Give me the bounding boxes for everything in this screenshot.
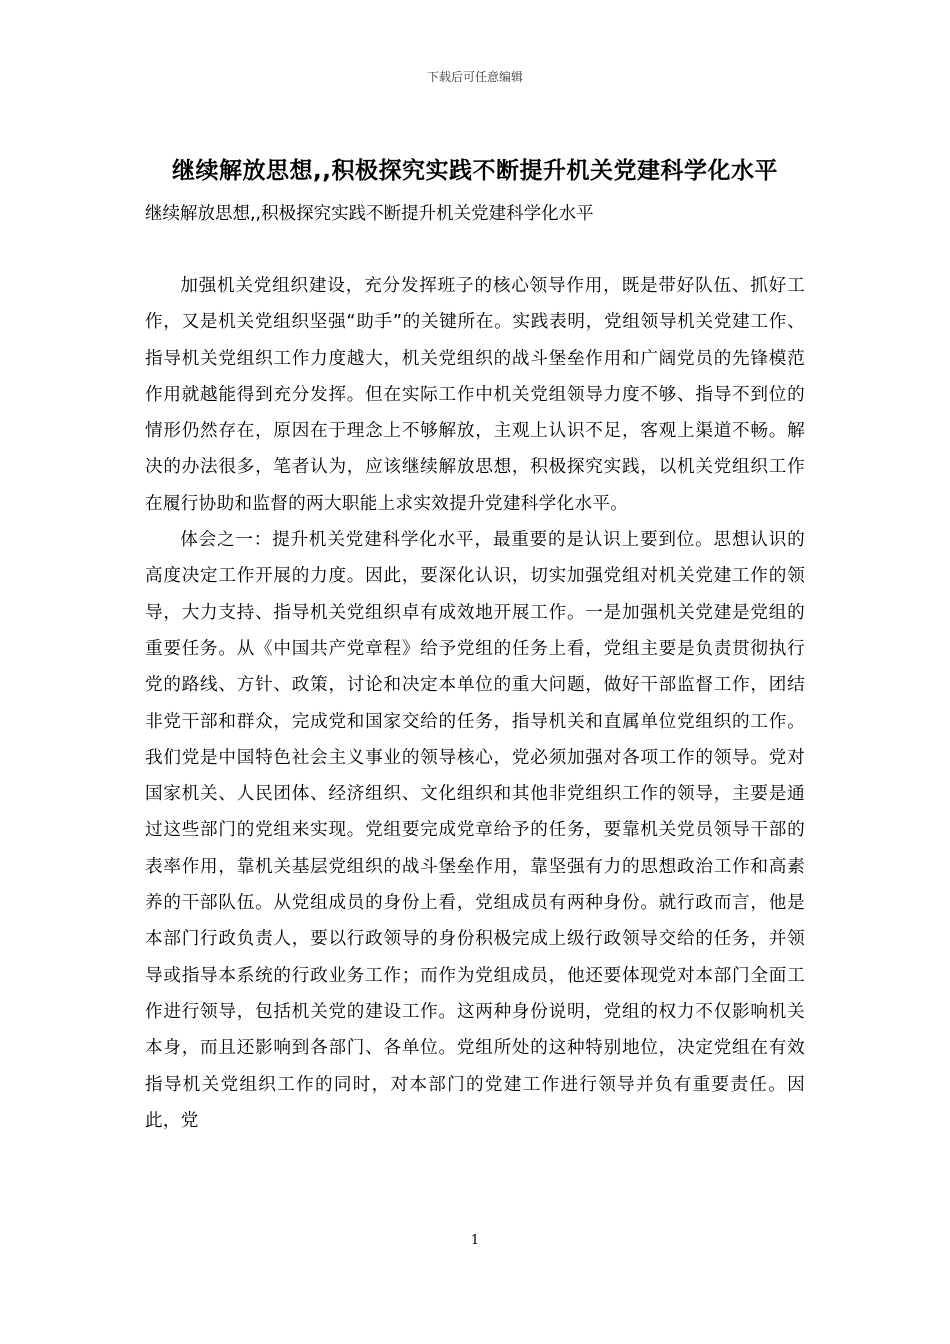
header-note: 下载后可任意编辑 [426, 70, 523, 84]
paragraph-intro: 加强机关党组织建设，充分发挥班子的核心领导作用，既是带好队伍、抓好工作，又是机关党组织坚强“助手”的关键所在。实践表明，党组领导机关党建工作、指导机关党组织工作力度越大，机关党组织的战斗堡垒作用和广阔党员的先锋模范作用就越能得到充分发挥。但在实际工作中机关党组领导力度不够、指导不到位的情形仍然存在，原因在于理念上不够解放，主观上认识不足，客观上渠道不畅。解决的办法很多，笔者认为，应该继续解放思想，积极探究实践，以机关党组织工作在履行协助和监督的两大职能上求实效提升党建科学化水平。 [145, 276, 805, 514]
paragraph-insight-one: 体会之一：提升机关党建科学化水平，最重要的是认识上要到位。思想认识的高度决定工作开展的力度。因此，要深化认识，切实加强党组对机关党建工作的领导，大力支持、指导机关党组织卓有成效地开展工作。一是加强机关党建是党组的重要任务。从《中国共产党章程》给予党组的任务上看，党组主要是负责贯彻执行党的路线、方针、政策，讨论和决定本单位的重大问题，做好干部监督工作，团结非党干部和群众，完成党和国家交给的任务，指导机关和直属单位党组织的工作。我们党是中国特色社会主义事业的领导核心，党必须加强对各项工作的领导。党对国家机关、人民团体、经济组织、文化组织和其他非党组织工作的领导，主要是通过这些部门的党组来实现。党组要完成党章给予的任务，要靠机关党员领导干部的表率作用，靠机关基层党组织的战斗堡垒作用，靠坚强有力的思想政治工作和高素养的干部队伍。从党组成员的身份上看，党组成员有两种身份。就行政而言，他是本部门行政负责人，要以行政领导的身份积极完成上级行政领导交给的任务，并领导或指导本系统的行政业务工作；而作为党组成员，他还要体现党对本部门全面工作进行领导，包括机关党的建设工作。这两种身份说明，党组的权力不仅影响机关本身，而且还影响到各部门、各单位。党组所处的这种特别地位，决定党组在有效指导机关党组织工作的同时，对本部门的党建工作进行领导并负有重要责任。因此，党 [145, 530, 805, 1131]
page-number: 1 [470, 1233, 480, 1248]
document-title: 继续解放思想,,积极探究实践不断提升机关党建科学化水平 [172, 158, 778, 184]
document-body [145, 268, 805, 1139]
document-subtitle: 继续解放思想,,积极探究实践不断提升机关党建科学化水平 [145, 204, 594, 224]
